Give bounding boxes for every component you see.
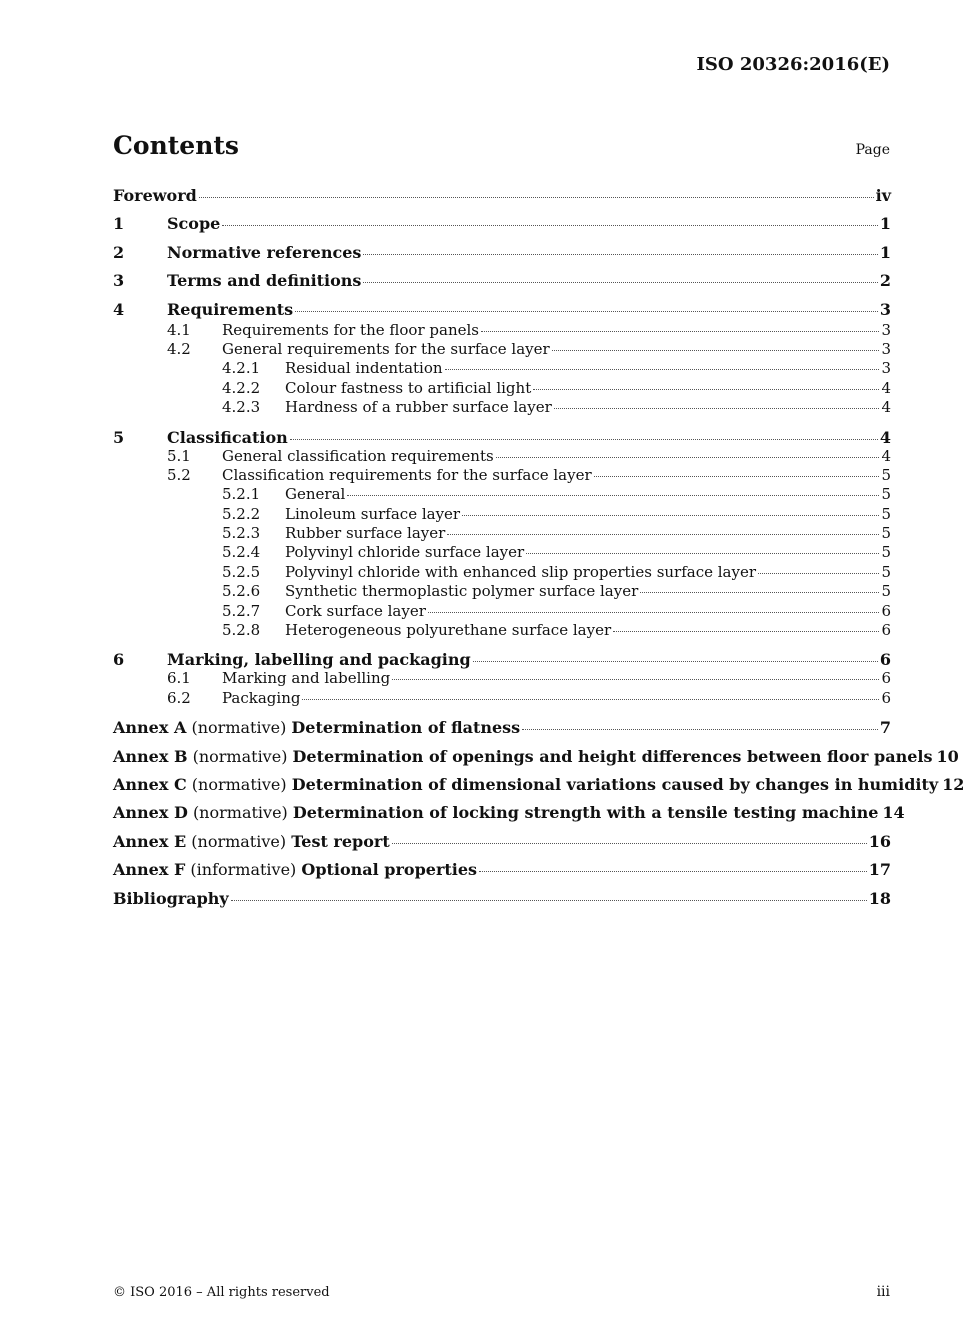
toc-entry-page: 5 bbox=[881, 582, 891, 601]
toc-entry-page: 5 bbox=[881, 562, 891, 581]
toc-entry-title: Terms and definitions bbox=[167, 271, 362, 291]
annex-kind: (normative) bbox=[192, 803, 288, 823]
toc-entry-subsubsection[interactable] bbox=[113, 582, 891, 601]
toc-entry-title bbox=[113, 859, 477, 881]
toc-entry-page: 4 bbox=[881, 398, 891, 417]
toc-entry-number: 1 bbox=[113, 214, 125, 234]
annex-title: Determination of openings and height differences between floor panels bbox=[292, 746, 933, 766]
dot-leader bbox=[554, 408, 880, 409]
toc-entry-subsubsection[interactable] bbox=[113, 485, 891, 504]
toc-entry-page: 5 bbox=[881, 524, 891, 543]
dot-leader bbox=[758, 573, 879, 574]
toc-entry-subsection[interactable] bbox=[113, 466, 891, 485]
toc-entry-title: Synthetic thermoplastic polymer surface layer bbox=[285, 582, 639, 601]
toc-entry-number: 4.1 bbox=[167, 320, 191, 339]
toc-entry-subsection[interactable] bbox=[113, 321, 891, 340]
toc-entry-page: 4 bbox=[881, 378, 891, 397]
toc-entry-page: 1 bbox=[879, 242, 891, 262]
annex-title: Determination of flatness bbox=[291, 718, 521, 738]
dot-leader bbox=[640, 592, 879, 593]
toc-entry-number: 4.2.1 bbox=[222, 359, 261, 378]
dot-leader bbox=[522, 729, 878, 730]
toc-entry-page: 5 bbox=[881, 543, 891, 562]
toc-entry-title: Cork surface layer bbox=[285, 601, 426, 620]
dot-leader bbox=[290, 439, 878, 440]
toc-entry-page: 5 bbox=[881, 504, 891, 523]
toc-entry-page: 1 bbox=[879, 214, 891, 234]
toc-entry-title: General bbox=[285, 485, 346, 504]
toc-entry-section[interactable] bbox=[113, 427, 891, 447]
toc-entry-title: General requirements for the surface layer bbox=[222, 339, 550, 358]
annex-kind: (normative) bbox=[191, 774, 287, 794]
annex-title: Determination of dimensional variations caused by changes in humidity bbox=[291, 774, 939, 794]
dot-leader bbox=[526, 553, 879, 554]
annex-title: Optional properties bbox=[301, 860, 478, 880]
toc-entry-title: Linoleum surface layer bbox=[285, 504, 461, 523]
annex-kind: (normative) bbox=[191, 718, 287, 738]
annex-title: Determination of locking strength with a tensile testing machine bbox=[292, 803, 879, 823]
toc-entry-title: Residual indentation bbox=[285, 359, 443, 378]
toc-entry-number: 5.2.6 bbox=[222, 582, 261, 601]
dot-leader bbox=[594, 476, 880, 477]
annex-kind: (normative) bbox=[191, 831, 287, 851]
toc-entry-subsubsection[interactable] bbox=[113, 563, 891, 582]
toc-entry-page: iv bbox=[875, 186, 891, 205]
toc-entry-title: Bibliography bbox=[113, 888, 229, 908]
toc-entry-number: 5.2.2 bbox=[222, 504, 261, 523]
toc-entry-subsection[interactable] bbox=[113, 447, 891, 466]
toc-entry-section[interactable] bbox=[113, 213, 891, 241]
toc-entry-page: 10 bbox=[936, 746, 959, 766]
toc-entry-page: 6 bbox=[881, 669, 891, 688]
toc-entry-subsubsection[interactable] bbox=[113, 543, 891, 562]
toc-entry-number: 5 bbox=[113, 427, 125, 447]
toc-entry-title bbox=[113, 717, 520, 739]
toc-entry-number: 5.2.8 bbox=[222, 621, 261, 640]
toc-entry-page: 14 bbox=[882, 803, 905, 823]
dot-leader bbox=[445, 369, 880, 370]
annex-label: Annex F bbox=[113, 860, 186, 880]
dot-leader bbox=[392, 843, 867, 844]
toc-entry-title: Requirements for the floor panels bbox=[222, 320, 479, 339]
toc-entry-subsubsection[interactable] bbox=[113, 602, 891, 621]
dot-leader bbox=[199, 197, 874, 198]
dot-leader bbox=[496, 457, 880, 458]
annex-label: Annex B bbox=[113, 746, 188, 766]
toc-entry-section[interactable] bbox=[113, 649, 891, 669]
toc-entry-number: 6.2 bbox=[167, 688, 191, 707]
toc-entry-number: 3 bbox=[113, 271, 125, 291]
toc-entry-page: 5 bbox=[881, 465, 891, 484]
page-title: Contents bbox=[113, 131, 240, 160]
toc-entry-title: Hardness of a rubber surface layer bbox=[285, 398, 552, 417]
toc-entry-number: 4.2.2 bbox=[222, 378, 261, 397]
toc-entry-number: 6.1 bbox=[167, 669, 191, 688]
toc-entry-annex[interactable] bbox=[113, 717, 891, 745]
toc-entry-title: Classification bbox=[167, 427, 288, 447]
toc-entry-page: 4 bbox=[881, 446, 891, 465]
dot-leader bbox=[481, 331, 879, 332]
toc-entry-page: 6 bbox=[879, 650, 891, 670]
toc-entry-title: Marking and labelling bbox=[222, 669, 391, 688]
toc-entry-number: 5.2.7 bbox=[222, 601, 261, 620]
dot-leader bbox=[613, 631, 879, 632]
toc-entry-number: 5.2.3 bbox=[222, 524, 261, 543]
toc-entry-title bbox=[113, 831, 390, 853]
page-column-label: Page bbox=[855, 142, 890, 158]
toc-entry-page: 17 bbox=[868, 860, 891, 880]
toc-entry-title: General classification requirements bbox=[222, 446, 494, 465]
toc-entry-number: 5.2.1 bbox=[222, 485, 261, 504]
annex-kind: (normative) bbox=[192, 746, 288, 766]
toc-entry-title: Requirements bbox=[167, 299, 294, 319]
annex-label: Annex A bbox=[113, 718, 187, 738]
toc-entry-page: 5 bbox=[881, 485, 891, 504]
copyright-notice: © ISO 2016 – All rights reserved bbox=[113, 1285, 330, 1300]
toc-entry-number: 4.2.3 bbox=[222, 398, 261, 417]
toc-entry-subsection[interactable] bbox=[113, 340, 891, 359]
page-number: iii bbox=[876, 1284, 890, 1300]
toc-entry-page: 2 bbox=[879, 271, 891, 291]
dot-leader bbox=[347, 495, 879, 496]
toc-entry-number: 4.2 bbox=[167, 339, 191, 358]
toc-entry-subsubsection[interactable] bbox=[113, 359, 891, 378]
toc-entry-title: Classification requirements for the surface layer bbox=[222, 465, 592, 484]
toc-entry-title bbox=[113, 774, 938, 796]
annex-kind: (informative) bbox=[190, 860, 297, 880]
toc-entry-page: 7 bbox=[879, 718, 891, 738]
toc-entry-section[interactable] bbox=[113, 299, 891, 321]
dot-leader bbox=[222, 225, 878, 226]
toc-entry-title: Packaging bbox=[222, 688, 301, 707]
toc-entry-number: 4 bbox=[113, 299, 125, 319]
dot-leader bbox=[473, 661, 878, 662]
dot-leader bbox=[428, 612, 880, 613]
annex-title: Test report bbox=[291, 831, 390, 851]
dot-leader bbox=[552, 350, 880, 351]
annex-label: Annex C bbox=[113, 774, 187, 794]
dot-leader bbox=[462, 515, 879, 516]
dot-leader bbox=[447, 534, 879, 535]
annex-label: Annex E bbox=[113, 831, 187, 851]
toc-entry-bibliography[interactable] bbox=[113, 888, 891, 916]
toc-entry-subsubsection[interactable] bbox=[113, 398, 891, 417]
toc-entry-annex[interactable] bbox=[113, 831, 891, 859]
toc-entry-title: Scope bbox=[167, 214, 221, 234]
toc-entry-number: 5.1 bbox=[167, 446, 191, 465]
document-id: ISO 20326:2016(E) bbox=[696, 54, 890, 75]
toc-entry-page: 3 bbox=[879, 299, 891, 319]
toc-entry-subsubsection[interactable] bbox=[113, 379, 891, 398]
dot-leader bbox=[479, 871, 867, 872]
toc-entry-number: 5.2 bbox=[167, 465, 191, 484]
toc-entry-annex[interactable] bbox=[113, 859, 891, 887]
toc-entry-title: Polyvinyl chloride surface layer bbox=[285, 543, 525, 562]
toc-entry-subsection[interactable] bbox=[113, 669, 891, 688]
toc-entry-title: Foreword bbox=[113, 186, 197, 205]
toc-entry-section[interactable] bbox=[113, 242, 891, 270]
toc-entry-page: 3 bbox=[881, 339, 891, 358]
dot-leader bbox=[533, 389, 879, 390]
dot-leader bbox=[363, 282, 877, 283]
toc-entry-page: 4 bbox=[879, 427, 891, 447]
toc-entry-subsubsection[interactable] bbox=[113, 505, 891, 524]
dot-leader bbox=[302, 699, 879, 700]
toc-entry-subsubsection[interactable] bbox=[113, 621, 891, 640]
toc-entry-number: 6 bbox=[113, 650, 125, 670]
toc-entry-annex[interactable] bbox=[113, 802, 905, 830]
toc-entry-page: 6 bbox=[881, 601, 891, 620]
toc-entry-title: Normative references bbox=[167, 242, 362, 262]
dot-leader bbox=[295, 311, 878, 312]
toc-entry-page: 12 bbox=[942, 774, 964, 794]
dot-leader bbox=[231, 900, 867, 901]
toc-entry-number: 5.2.4 bbox=[222, 543, 261, 562]
toc-entry-section[interactable] bbox=[113, 270, 891, 298]
toc-entry-page: 3 bbox=[881, 359, 891, 378]
toc-entry-number: 2 bbox=[113, 242, 125, 262]
toc-entry-page: 6 bbox=[881, 688, 891, 707]
toc-entry-annex[interactable] bbox=[113, 746, 959, 774]
toc-entry-title: Heterogeneous polyurethane surface layer bbox=[285, 621, 612, 640]
annex-label: Annex D bbox=[113, 803, 188, 823]
table-of-contents bbox=[113, 185, 964, 916]
toc-entry-page: 6 bbox=[881, 621, 891, 640]
toc-entry-subsection[interactable] bbox=[113, 689, 891, 708]
dot-leader bbox=[392, 679, 879, 680]
toc-entry-title bbox=[113, 746, 932, 768]
toc-entry-subsubsection[interactable] bbox=[113, 524, 891, 543]
toc-entry-page: 3 bbox=[881, 320, 891, 339]
toc-entry-title: Rubber surface layer bbox=[285, 524, 446, 543]
toc-entry-title: Colour fastness to artificial light bbox=[285, 378, 532, 397]
dot-leader bbox=[363, 254, 877, 255]
toc-entry-page: 18 bbox=[868, 888, 891, 908]
toc-entry-title bbox=[113, 802, 878, 824]
toc-entry-foreword[interactable] bbox=[113, 185, 891, 213]
toc-entry-title: Marking, labelling and packaging bbox=[167, 650, 471, 670]
toc-entry-annex[interactable] bbox=[113, 774, 964, 802]
toc-entry-title: Polyvinyl chloride with enhanced slip properties surface layer bbox=[285, 562, 757, 581]
toc-entry-number: 5.2.5 bbox=[222, 562, 261, 581]
toc-entry-page: 16 bbox=[868, 831, 891, 851]
